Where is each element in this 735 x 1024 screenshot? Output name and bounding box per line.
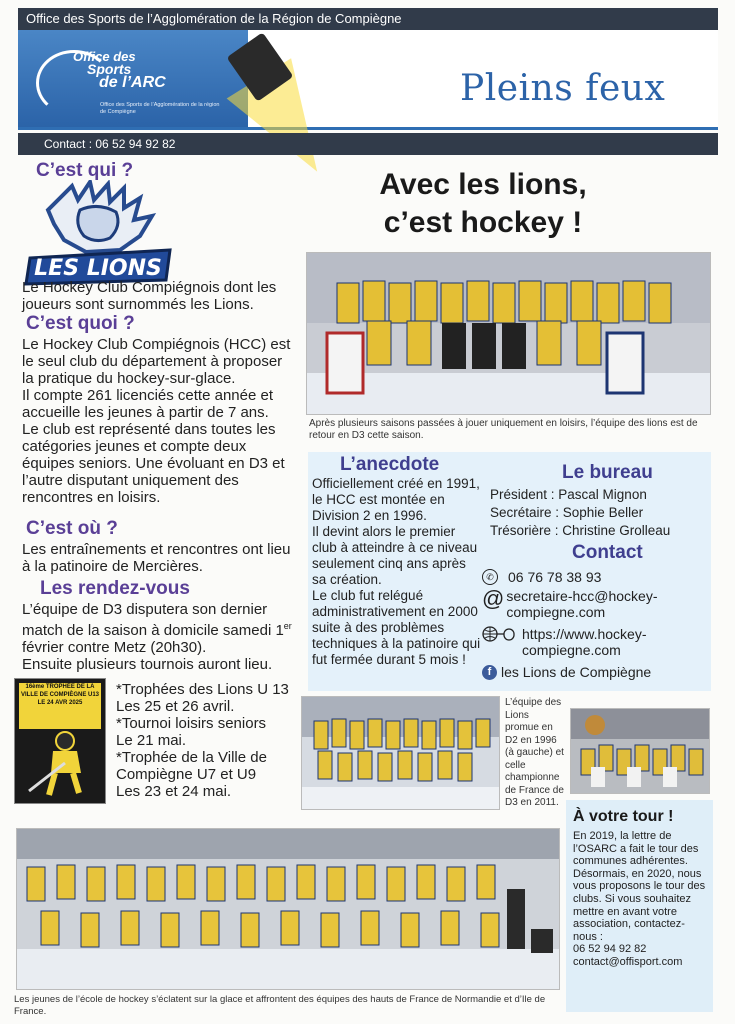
hockey-player-illustration [25,727,95,799]
contact-website-line-1: https://www.hockey- [522,626,647,642]
team-photo-caption: Après plusieurs saisons passées à jouer uniquement en loisirs, l’équipe des lions est de retour en D3 cette saison. [309,418,698,441]
rdv-text [22,601,297,673]
logo-subtitle: Office des Sports de l’Agglomération de la région de Compiègne [100,102,220,115]
osarc-logo [18,30,248,127]
event-2 [116,715,301,749]
info-box [308,452,711,691]
contact-phone[interactable] [482,568,710,586]
bureau-president: Président : Pascal Mignon [490,487,647,502]
contact-heading: Contact [572,542,643,563]
ou-text: Les entraînements et rencontres ont lieu à la patinoire de Mercières. [22,541,291,575]
event-1 [116,681,301,715]
page-title: Pleins feux [460,68,666,109]
bureau-heading: Le bureau [562,462,653,483]
quoi-heading: C’est quoi ? [26,313,135,334]
contact-email-line-2: compiegne.com [506,604,606,620]
poster-line-3: LE 24 AVR 2025 [37,700,83,706]
rdv-heading: Les rendez-vous [40,578,190,599]
qui-text: Le Hockey Club Compiégnois dont les joueurs sont surnommés les Lions. [22,279,277,313]
d2-team-photo-illustration [302,697,500,810]
contact-email[interactable] [482,588,710,620]
contact-website-line-2: compiegne.com [522,642,621,658]
contact-bar: Contact : 06 52 94 92 82 [18,133,718,155]
quoi-paragraph-3: Le club est représenté dans toutes les catégories jeunes et compte deux équipes seniors. Une évoluant en D3 et l’autre disputant uniquement des rencontres en loisirs. [22,421,285,506]
anecdote-paragraph-1: Officiellement créé en 1991, le HCC est montée en Division 2 en 1996. [312,476,480,523]
contact-list [482,568,710,680]
logo-line-2: Sports [87,61,132,77]
bureau-list [490,486,710,540]
trophy-poster [14,678,106,804]
contact-phone-text: 06 76 78 38 93 [508,569,602,585]
champions-photo [570,708,710,794]
anecdote-paragraph-2: Il devint alors le premier club à atteindre à ce niveau seulement cinq ans après sa création. [312,524,478,587]
globe-mouse-icon [482,626,516,642]
youth-school-photo-illustration [17,829,560,990]
d2-team-photo [301,696,500,810]
quoi-paragraph-2: Il compte 261 licenciés cette année et accueille les jeunes à partir de 7 ans. [22,387,273,421]
rdv-paragraph-1: L’équipe de D3 disputera son dernier match de la saison à domicile samedi 1er février contre Metz (20h30). [22,601,292,656]
logo-wordmark: LES LIONS [34,256,162,281]
qui-heading: C’est qui ? [36,160,134,181]
quoi-paragraph-1: Le Hockey Club Compiégnois (HCC) est le seul club du département à proposer la pratique du hockey-sur-glace. [22,336,291,387]
les-lions-logo [20,180,175,290]
votre-tour-heading: À votre tour ! [573,808,674,825]
champions-photo-illustration [571,709,710,794]
poster-line-2: VILLE DE COMPIÈGNE U13 [20,692,99,698]
phone-icon: ✆ [482,569,498,585]
contact-email-line-1: secretaire-hcc@hockey- [506,588,658,604]
anecdote-paragraph-3: Le club fut relégué administrativement en 2000 suite à des problèmes techniques à la patinoire qui fut fermée durant 5 mois ! [312,588,481,667]
event-1-date: Les 25 et 26 avril. [116,698,235,715]
votre-tour-box [566,800,713,1012]
contact-facebook-text: les Lions de Compiègne [501,664,652,680]
bureau-secretary: Secrétaire : Sophie Beller [490,505,644,520]
headline-line-2: c’est hockey ! [383,206,583,239]
event-2-date: Le 21 mai. [116,732,187,749]
contact-facebook[interactable] [482,664,710,680]
logo-text [73,50,166,89]
headline [338,166,628,242]
team-photo-illustration [307,253,711,415]
event-3-date: Les 23 et 24 mai. [116,783,232,800]
event-2-name: *Tournoi loisirs seniors [116,715,267,732]
logo-line-1: Office des [73,49,136,64]
team-photo [306,252,711,415]
header-banner [18,30,718,130]
event-3-name: *Trophée de la Ville de Compiègne U7 et U9 [116,749,267,783]
contact-website[interactable] [482,626,710,658]
votre-tour-text: En 2019, la lettre de l’OSARC a fait le tour des communes adhérentes. Désormais, en 2020, nous vous proposons le tour des clubs. Si vous souhaitez mettre en avant votre association, contactez-nous : [573,830,706,943]
ou-heading: C’est où ? [26,518,118,539]
event-1-name: *Trophées des Lions U 13 [116,681,289,698]
rdv-paragraph-2: Ensuite plusieurs tournois auront lieu. [22,656,273,673]
organization-bar: Office des Sports de l’Agglomération de la Région de Compiègne [18,8,718,30]
events-list [116,681,301,800]
votre-tour-email[interactable]: contact@offisport.com [573,955,683,968]
votre-tour-phone[interactable]: 06 52 94 92 82 [573,943,647,956]
quoi-text [22,336,294,506]
poster-line-1: 16ème TROPHÉE DE LA [25,684,95,690]
d2-photo-caption: L’équipe des Lions promue en D2 en 1996 (à gauche) et celle championne de France de D3 en 2011. [505,697,564,808]
anecdote-heading: L’anecdote [340,454,440,475]
logo-line-3: de l’ARC [99,74,166,91]
facebook-icon: f [482,665,497,680]
anecdote-text [312,476,482,668]
youth-school-photo [16,828,560,990]
bureau-treasurer: Trésorière : Christine Grolleau [490,523,671,538]
at-sign-icon: @ [482,586,505,611]
youth-photo-caption: Les jeunes de l’école de hockey s’éclatent sur la glace et affrontent des équipes des hauts de France de Normandie et d’Ile de France. [14,994,546,1017]
event-3 [116,749,301,800]
headline-line-1: Avec les lions, [379,168,587,201]
